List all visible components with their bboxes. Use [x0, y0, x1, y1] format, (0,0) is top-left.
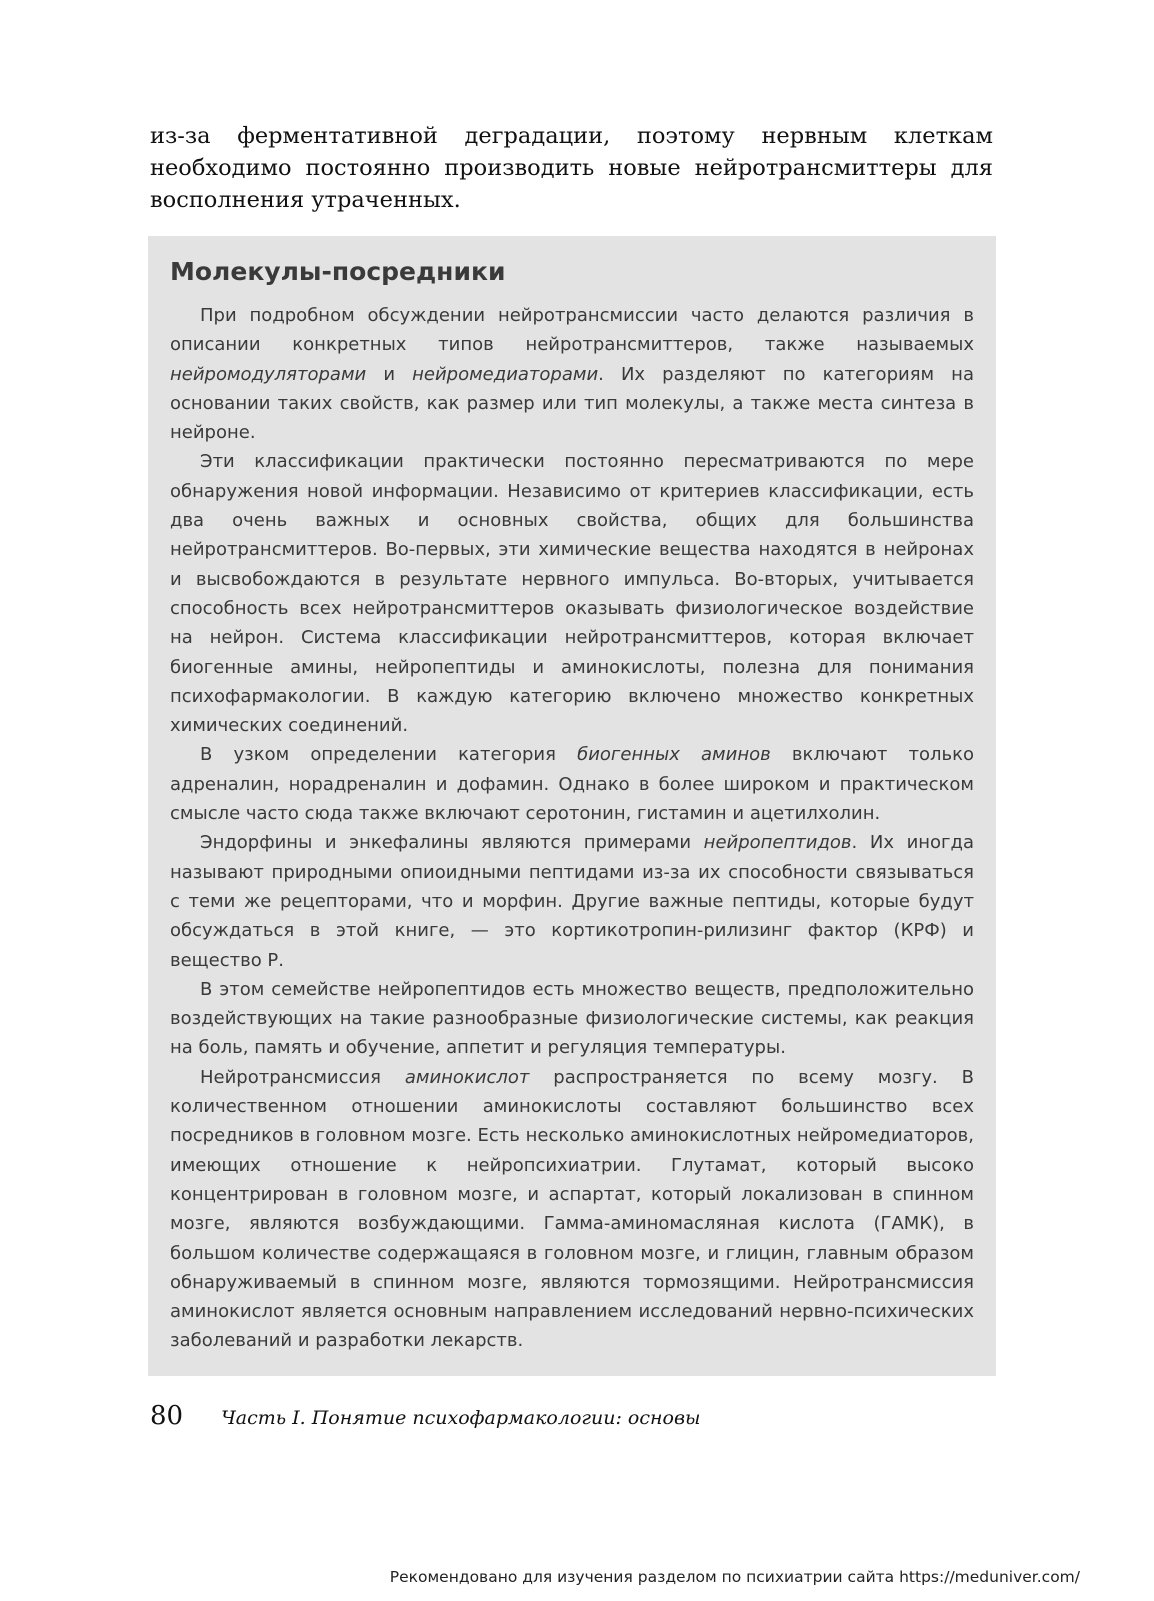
running-head: Часть I. Понятие психофармакологии: основы — [221, 1407, 701, 1429]
text-span: . Их разделяют по категориям на основании таких свойств, как размер или тип молекулы, а также места синтеза в нейроне. — [170, 363, 974, 444]
text-span: включают только адреналин, норадреналин и дофамин. Однако в более широком и практическом смысле часто сюда также включают серотонин, гистамин и ацетилхолин. — [170, 744, 974, 825]
sidebar-paragraph-4 — [170, 828, 974, 974]
text-span: и — [366, 363, 413, 385]
text-span: Эндорфины и энкефалины являются примерами — [200, 832, 704, 854]
text-span: . Их иногда называют природными опиоидными пептидами из-за их способности связываться с теми же рецепторами, что и морфин. Другие важные пептиды, которые будут обсуждаться в этой книге, — это кортикотропин-рилизинг фактор (КРФ) и вещество Р. — [170, 832, 974, 971]
sidebar-title: Молекулы-посредники — [170, 257, 506, 286]
page-number: 80 — [150, 1401, 184, 1431]
term-neuromediators: нейромедиаторами — [412, 363, 599, 385]
sidebar-box — [148, 236, 996, 1376]
term-amino-acids: аминокислот — [404, 1066, 530, 1088]
sidebar-paragraph-5: В этом семействе нейропептидов есть множество веществ, предположительно воздействующих на такие разнообразные физиологические системы, как реакция на боль, память и обучение, аппетит и регуляция температуры. — [170, 978, 974, 1059]
text-span: Нейротрансмиссия — [200, 1066, 405, 1088]
intro-paragraph: из-за ферментативной деградации, поэтому нервным клеткам необходимо постоянно производить новые нейротрансмиттеры для восполнения утраченных. — [150, 123, 993, 213]
page-footer — [150, 1401, 701, 1435]
term-biogenic-amines: биогенных аминов — [577, 744, 771, 766]
text-span: При подробном обсуждении нейротрансмиссии часто делаются различия в описании конкретных типов нейротрансмиттеров, также называемых — [170, 305, 974, 356]
term-neuromodulators: нейромодуляторами — [170, 363, 367, 385]
sidebar-paragraph-2: Эти классификации практически постоянно пересматриваются по мере обнаружения новой информации. Независимо от критериев классификации, есть два очень важных и основных свойства, общих для большинства нейротрансмиттеров. Во-первых, эти химические вещества находятся в нейронах и высвобождаются в результате нервного импульса. Во-вторых, учитывается способность всех нейротрансмиттеров оказывать физиологическое воздействие на нейрон. Система классификации нейротрансмиттеров, которая включает биогенные амины, нейропептиды и аминокислоты, полезна для понимания психофармакологии. В каждую категорию включено множество конкретных химических соединений. — [170, 451, 974, 737]
sidebar-paragraph-6 — [170, 1063, 974, 1356]
sidebar-paragraph-3 — [170, 740, 974, 828]
term-neuropeptides: нейропептидов — [703, 832, 852, 854]
sidebar-paragraph-1 — [170, 301, 974, 447]
text-span: распространяется по всему мозгу. В количественном отношении аминокислоты составляют большинство всех посредников в головном мозге. Есть несколько аминокислотных нейромедиаторов, имеющих отношение к нейропсихиатрии. Глутамат, который высоко концентрирован в головном мозге, и аспартат, который локализован в спинном мозге, являются возбуждающими. Гамма-аминомасляная кислота (ГАМК), в большом количестве содержащаяся в головном мозге, и глицин, главным образом обнаруживаемый в спинном мозге, являются тормозящими. Нейротрансмиссия аминокислот является основным направлением исследований нервно-психических заболеваний и разработки лекарств. — [170, 1066, 974, 1352]
text-span: В узком определении категория — [200, 744, 578, 766]
site-watermark: Рекомендовано для изучения разделом по психиатрии сайта https://meduniver.com/ — [389, 1568, 1080, 1586]
